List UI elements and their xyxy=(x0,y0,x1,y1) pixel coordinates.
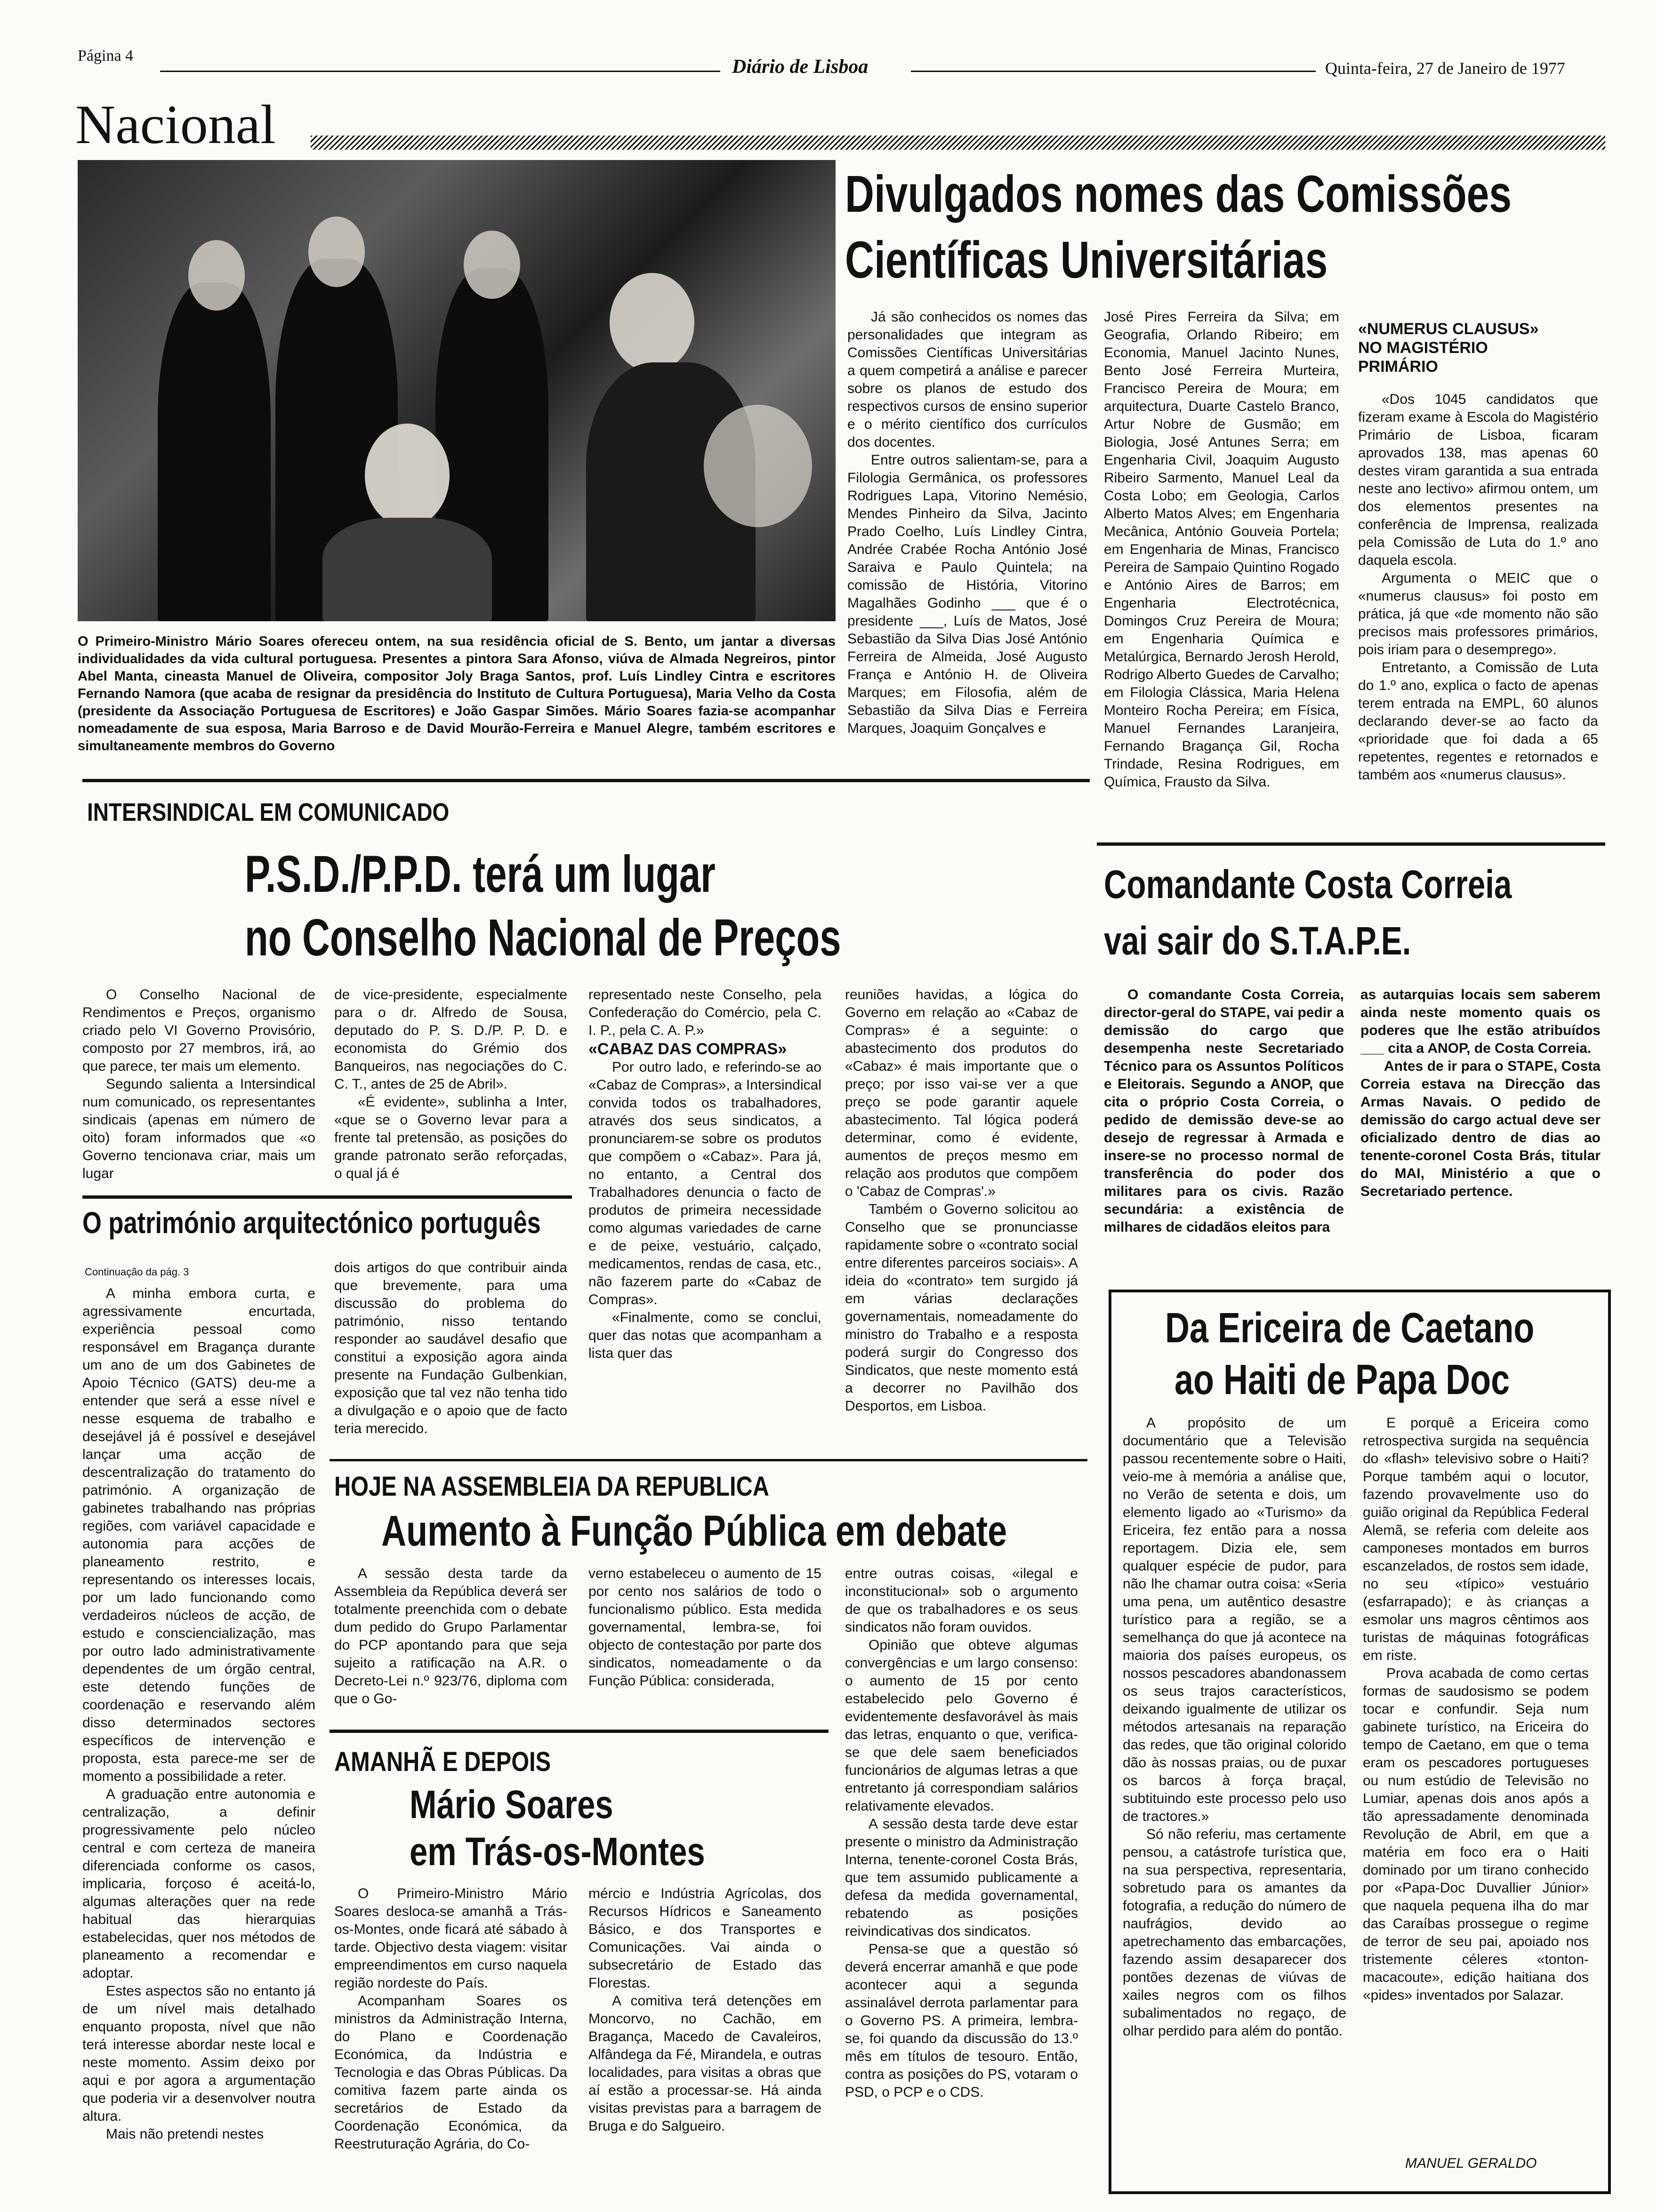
intersindical-col-3-p2: Por outro lado, e referindo-se ao «Cabaz de Compras», a Intersindical convida todos os trabalhadores, através dos seus sindicatos, a pronunciarem-se sobre os produtos que compõem o «Cabaz». Para já, no entanto, a Central dos Trabalhadores denuncia o facto de produtos de primeira necessidade como algumas variedades de carne e de peixe, vestuário, calçado, medicamentos, rendas de casa, etc., não fazerem parte do «Cabaz de Compras». xyxy=(588,1059,821,1307)
commissions-col-2-p1: José Pires Ferreira da Silva; em Geografia, Orlando Ribeiro; em Economia, Manuel Jacinto Nunes, Bento José Ferreira Murteira, Francisco Pereira de Moura; em arquitectura, Duarte Castelo Branco, Artur Nobre de Gusmão; em Biologia, José Antunes Serra; em Engenharia Civil, Joaquim Augusto Ribeiro Sarmento, Manuel Leal da Costa Lobo; em Geologia, Carlos Alberto Matos Alves; em Engenharia Mecânica, António Gouveia Portela; em Engenharia de Minas, Francisco Pereira de Sampaio Quintino Rogado e António Aires de Barros; em Engenharia Electrotécnica, Domingos Cruz Pereira de Moura; em Engenharia Química e Metalúrgica, Bernardo Jerosh Herold, Rodrigo Alberto Guedes de Carvalho; em Filologia Clássica, Maria Helena Monteiro Rocha Pereira; em Física, Manuel Fernandes Laranjeira, Fernando Bragança Gil, Rocha Trindade, Resina Rodrigues, em Química, Frausto da Silva. xyxy=(1104,309,1339,790)
stape-col-2-p1: as autarquias locais sem saberem ainda neste momento quais os poderes que lhe estão atribuídos ___ cita a ANOP, de Costa Correia. xyxy=(1360,987,1601,1056)
stape-top-rule xyxy=(1097,842,1605,846)
patrimonio-col-1-p2: A graduação entre autonomia e centralização, a definir progressivamente pelo núcleo central e com certeza de maneira diferenciada conforme os casos, implicaria, forçoso é aceitá-lo, algumas alterações quer na rede habitual das hierarquias estabelecidas, quer nos métodos de planeamento a recomendar e adoptar. xyxy=(82,1787,315,1981)
patrimonio-col-2 xyxy=(334,1259,567,1447)
intersindical-col-4-p1: reuniões havidas, a lógica do Governo em relação ao «Cabaz de Compras» é a seguinte: o abastecimento dos produtos do «Cabaz» é mais importante que o preço; por isso vai-se ver a que preço se pode garantir aquele abastecimento. Tal lógica poderá determinar, como é evidente, aumentos de preços mesmo em relação aos produtos que compõem o 'Cabaz de Compras'.» xyxy=(845,987,1078,1199)
ericeira-byline: MANUEL GERALDO xyxy=(1405,2156,1537,2171)
commissions-col-1-p1: Já são conhecidos os nomes das personalidades que integram as Comissões Científicas Universitárias a quem competirá a análise e parecer sobre os planos de estudo dos respectivos cursos de ensino superior e o mérito científico dos currículos dos docentes. xyxy=(847,309,1087,450)
commissions-headline-2: Científicas Universitárias xyxy=(845,231,1328,289)
assembleia-col-3 xyxy=(845,1565,1078,2191)
assembleia-kicker: HOJE NA ASSEMBLEIA DA REPUBLICA xyxy=(334,1471,769,1502)
assembleia-col-1-p1: A sessão desta tarde da Assembleia da República deverá ser totalmente preenchida com o debate dum pedido do Grupo Parlamentar do PCP apontando para que seja sujeito a ratificação na A.R. o Decreto-Lei n.º 923/76, diploma com que o Go- xyxy=(334,1566,567,1707)
continued-note: Continuação da pág. 3 xyxy=(85,1266,189,1278)
photo-caption: O Primeiro-Ministro Mário Soares ofereceu ontem, na sua residência oficial de S. Bento, um jantar a diversas individualidades da vida cultural portuguesa. Presentes a pintora Sara Afonso, viúva de Almada Negreiros, pintor Abel Manta, cineasta Manuel de Oliveira, compositor Joly Braga Santos, prof. Luís Lindley Cintra e escritores Fernando Namora (que acaba de resignar da presidência do Instituto de Cultura Portuguesa), Maria Velho da Costa (presidente da Associação Portuguesa de Escritores) e João Gaspar Simões. Mário Soares fazia-se acompanhar nomeadamente de sua esposa, Maria Barroso e de David Mourão-Ferreira e Manuel Alegre, também escritores e simultaneamente membros do Governo xyxy=(78,634,836,753)
assembleia-headline: Aumento à Função Pública em debate xyxy=(381,1507,1007,1555)
intersindical-col-4-p2: Também o Governo solicitou ao Conselho que se pronunciasse rapidamente sobre o «contrato social entre diferentes parceiros sociais». A ideia do «contrato» tem surgido já em várias declarações governamentais, nomeadamente do ministro do Trabalho e a resposta poderá surgir do Congresso dos Sindicatos, que neste momento está a decorrer no Pavilhão dos Desportos, em Lisboa. xyxy=(845,1202,1078,1414)
assembleia-col-3-p3: A sessão desta tarde deve estar presente o ministro da Administração Interna, tenente-coronel Costa Brás, que tem assumido publicamente a defesa da medida governamental, rebatendo as posições reivindicativas dos sindicatos. xyxy=(845,1816,1078,1939)
intersindical-col-3 xyxy=(588,986,821,1466)
intersindical-col-2 xyxy=(334,986,567,1193)
ericeira-headline-2: ao Haiti de Papa Doc xyxy=(1174,1356,1510,1403)
stape-headline-2: vai sair do S.T.A.P.E. xyxy=(1104,919,1411,963)
ericeira-col-2-p1: E porquê a Ericeira como retrospectiva surgida na sequência do «flash» televisivo sobre o Haiti? Porque também aqui o locutor, fazendo provavelmente uso do guião original da República Federal Alemã, se referia com deleite aos camponeses montados em burros escanzelados, de rostos sem idade, no seu «típico» vestuário (esfarrapado); e às crianças a esmolar uns magros cêntimos aos turistas de máquinas fotográficas em riste. xyxy=(1363,1415,1589,1663)
intersindical-col-2-p2: «É evidente», sublinha a Inter, «que se o Governo levar para a frente tal pretensão, as posições do grande patronato serão reforçadas, o qual já é xyxy=(334,1094,567,1181)
stape-col-2-p2: Antes de ir para o STAPE, Costa Correia estava na Direcção das Armas Navais. O pedido de demissão do cargo actual deve ser oficializado dentro de dias ao tenente-coronel Costa Brás, titular do MAI, Ministério a que o Secretariado pertence. xyxy=(1360,1058,1601,1199)
stape-col-2 xyxy=(1360,986,1601,1250)
masthead-rule-right xyxy=(911,71,1316,72)
soares-col-1-p1: O Primeiro-Ministro Mário Soares desloca-se amanhã a Trás-os-Montes, onde ficará até sábado à tarde. Objectivo desta viagem: visitar empreendimentos em curso naquela região nordeste do País. xyxy=(334,1886,567,1991)
numerus-sub-1: «NUMERUS CLAUSUS» xyxy=(1358,320,1539,338)
assembleia-col-1 xyxy=(334,1565,567,1720)
dinner-photo xyxy=(78,160,836,621)
ericeira-col-1 xyxy=(1123,1414,1346,2167)
ericeira-col-1-p2: Só não referiu, mas certamente pensou, a catástrofe turística que, na sua perspectiva, representaria, sobretudo para os amantes da fotografia, a redução do número de naufrágios, devido ao apetrechamento das embarcações, fazendo assim desaparecer dos pontões dezenas de viúvas de xailes negros com os filhos subalimentados no regaço, de olhar perdido para além do pontão. xyxy=(1123,1827,1346,2039)
patrimonio-headline: O património arquitectónico português xyxy=(82,1206,541,1240)
intersindical-col-3-p1: representado neste Conselho, pela Confederação do Comércio, pela C. I. P., pela C. A. P.» xyxy=(588,987,821,1038)
commissions-col-1 xyxy=(847,308,1087,767)
soares-col-2-p2: A comitiva terá detenções em Moncorvo, no Cachão, em Bragança, Macedo de Cavaleiros, Alfândega da Fé, Mirandela, e outras localidades, para visitas a obras que aí estão a processar-se. Há ainda visitas previstas para a barragem de Bruga e do Salgueiro. xyxy=(588,1993,821,2134)
issue-date: Quinta-feira, 27 de Janeiro de 1977 xyxy=(1325,59,1565,78)
intersindical-headline-1: P.S.D./P.P.D. terá um lugar xyxy=(245,845,716,903)
cabaz-subhead: «CABAZ DAS COMPRAS» xyxy=(588,1040,787,1058)
patrimonio-col-1-p1: A minha embora curta, e agressivamente encurtada, experiência pessoal como responsável em Bragança durante um ano de um dos Gabinetes de Apoio Técnico (GATS) deu-me a entender que será a esse nível e nesse esquema de trabalho e desejável já é possível e desejável lançar uma acção de descentralização do tratamento do património. A organização de gabinetes trabalhando nas próprias regiões, com variável capacidade e autonomia para acções de planeamento restrito, e representando os interesses locais, por um lado funcionando como verdadeiros núcleos de acção, de estudo e consciencialização, mas por outro lado administrativamente dependentes de um órgão central, este detendo funções de coordenação e reservando além disso determinados sectores específicos de intervenção e proposta, esta parece-me ser de momento a possibilidade a reter. xyxy=(82,1286,315,1784)
stape-headline-1: Comandante Costa Correia xyxy=(1104,862,1512,906)
intersindical-col-3-p3: «Finalmente, como se conclui, quer das notas que acompanham a lista quer das xyxy=(588,1310,821,1361)
soares-headline-1: Mário Soares xyxy=(410,1782,613,1827)
patrimonio-col-1 xyxy=(82,1285,315,2193)
numerus-p3: Entretanto, a Comissão de Luta do 1.º ano, explica o facto de apenas terem entrada na EMPL, 60 alunos declarando dever-se ao facto da «prioridade que foi dada a 65 repetentes, regentes e retornados e também aos «numerus clausus». xyxy=(1358,660,1598,783)
intersindical-col-1-p1: O Conselho Nacional de Rendimentos e Preços, organismo criado pelo VI Governo Provisório, composto por 27 membros, irá, ao que parece, ter mais um elemento. xyxy=(82,987,315,1074)
intersindical-col-1 xyxy=(82,986,315,1193)
assembleia-col-3-p2: Opinião que obteve algumas convergências e um largo consenso: o aumento de 15 por cento estabelecido pelo Governo é evidentemente desfavorável às mais das letras, enquanto o que, verifica-se que dele saem beneficiados funcionários de algumas letras a que entretanto já correspondiam salários relativamente elevados. xyxy=(845,1637,1078,1814)
numerus-p1: «Dos 1045 candidatos que fizeram exame à Escola do Magistério Primário de Lisboa, ficaram aprovados 138, mas apenas 60 destes viram garantida a sua entrada neste ano lectivo» afirmou ontem, um dos elementos presentes na conferência de Imprensa, realizada pela Comissão de Luta do 1.º ano daquela escola. xyxy=(1358,392,1598,568)
intersindical-kicker: INTERSINDICAL EM COMUNICADO xyxy=(87,798,450,826)
intersindical-top-rule xyxy=(82,779,1090,782)
section-title: Nacional xyxy=(75,94,276,155)
patrimonio-col-1-p4: Mais não pretendi nestes xyxy=(106,2126,264,2142)
patrimonio-col-2-p1: dois artigos do que contribuir ainda que brevemente, para uma discussão do problema do património, nisso tentando responder ao saudável desafio que constitui a exposição agora ainda presente na Fundação Gulbenkian, exposição que tal vez não tenha tido a divulgação e o apoio que de facto teria merecido. xyxy=(334,1260,567,1436)
ericeira-headline-1: Da Ericeira de Caetano xyxy=(1165,1305,1535,1352)
patrimonio-col-1-p3: Estes aspectos são no entanto já de um nível mais detalhado enquanto proposta, nível que não terá interesse abordar neste local e neste momento. Assim deixo por aqui e por agora a argumentação que poderia vir a desenvolver noutra altura. xyxy=(82,1983,315,2124)
soares-headline-2: em Trás-os-Montes xyxy=(410,1829,705,1874)
masthead-rule-left xyxy=(160,71,720,72)
stape-col-1 xyxy=(1104,986,1344,1250)
numerus-p2: Argumenta o MEIC que o «numerus clausus» foi posto em prática, já que «de momento não são precisos mais professores primários, pois iriam para o desemprego». xyxy=(1358,570,1598,657)
stape-col-1-p1: O comandante Costa Correia, director-geral do STAPE, vai pedir a demissão do cargo que desempenha neste Secretariado Técnico para os Assuntos Políticos e Eleitorais. Segundo a ANOP, que cita o próprio Costa Correia, o pedido de demissão deve-se ao desejo de regressar à Armada e insere-se no processo normal de transferência do poder dos militares para os civis. Razão secundária: a existência de milhares de cidadãos eleitos para xyxy=(1104,987,1344,1235)
numerus-sub-3: PRIMÁRIO xyxy=(1358,358,1438,376)
soares-col-2-p1: mércio e Indústria Agrícolas, dos Recursos Hídricos e Saneamento Básico, e dos Transportes e Comunicações. Vai ainda o subsecretário de Estado das Florestas. xyxy=(588,1886,821,1991)
assembleia-col-2-p1: verno estabeleceu o aumento de 15 por cento nos salários de todo o funcionalismo público. Esta medida governamental, lembra-se, foi objecto de contestação por parte dos sindicatos, nomeadamente o da Função Pública: considerada, xyxy=(588,1566,821,1689)
page-number: Página 4 xyxy=(78,47,134,64)
assembleia-top-rule xyxy=(330,1459,1087,1461)
assembleia-col-3-p1: entre outras coisas, «ilegal e inconstitucional» sob o argumento de que os trabalhadores e os seus sindicatos não foram ouvidos. xyxy=(845,1566,1078,1635)
numerus-sub-2: NO MAGISTÉRIO xyxy=(1358,339,1488,357)
intersindical-headline-2: no Conselho Nacional de Preços xyxy=(245,909,841,967)
soares-top-rule xyxy=(330,1730,828,1733)
patrimonio-top-rule xyxy=(82,1195,572,1199)
soares-kicker: AMANHÃ E DEPOIS xyxy=(334,1747,551,1777)
commissions-col-1-p2: Entre outros salientam-se, para a Filologia Germânica, os professores Rodrigues Lapa, Vitorino Nemésio, Mendes Pinheiro da Silva, Jacinto Prado Coelho, Luís Lindley Cintra, Andrée Crabée Rocha António José Saraiva e Paulo Quintela; na comissão de História, Vitorino Magalhães Godinho ___ que é o presidente ___, Luís de Matos, José Sebastião da Silva Dias José António Ferreira de Almeida, José Augusto França e António H. de Oliveira Marques; em Filosofia, além de Sebastião da Silva Dias e Ferreira Marques, Joaquim Gonçalves e xyxy=(847,452,1087,736)
paper-name: Diário de Lisboa xyxy=(732,56,869,78)
assembleia-col-3-p4: Pensa-se que a questão só deverá encerrar amanhã e que pode acontecer aqui a segunda assinalável derrota parlamentar para o Governo PS. A primeira, lembra-se, foi quando da discussão do 13.º mês em títulos de tesouro. Então, contra as posições do PS, votaram o PSD, o PCP e o CDS. xyxy=(845,1941,1078,2100)
soares-col-2 xyxy=(588,1885,821,2191)
ericeira-col-2-p2: Prova acabada de como certas formas de saudosismo se podem tocar e confundir. Seja num gabinete turístico, na Ericeira do tempo de Caetano, em que o tema eram os pescadores portugueses ou num estúdio de Televisão no Lumiar, apenas dois anos após a tão apressadamente denominada Revolução de Abril, em que a matéria em foco era o Haiti dominado por um tirano conhecido por «Papa-Doc Duvallier Júnior» que naquela pequena ilha do mar das Caraíbas prossegue o regime de terror de seu pai, apoiado nos tristemente céleres «tonton-macacoute», edição haitiana dos «pides» inventados por Salazar. xyxy=(1363,1666,1589,2003)
assembleia-col-2 xyxy=(588,1565,821,1720)
commissions-headline-1: Divulgados nomes das Comissões xyxy=(845,165,1512,223)
section-hatch xyxy=(311,136,1605,150)
intersindical-col-1-p2: Segundo salienta a Intersindical num comunicado, os representantes sindicais (apenas em número de oito) foram informados que «o Governo tencionava criar, mais um lugar xyxy=(82,1076,315,1181)
soares-col-1-p2: Acompanham Soares os ministros da Administração Interna, do Plano e Coordenação Económica, da Indústria e Tecnologia e das Obras Públicas. Da comitiva fazem parte ainda os secretários de Estado da Coordenação Económica, da Reestruturação Agrária, do Co- xyxy=(334,1993,567,2152)
intersindical-col-4 xyxy=(845,986,1078,1466)
intersindical-col-2-p1: de vice-presidente, especialmente para o dr. Alfredo de Sousa, deputado do P. S. D./P. P. D. e economista do Grémio dos Banqueiros, nas negociações do C. C. T., antes de 25 de Abril». xyxy=(334,987,567,1092)
ericeira-col-1-p1: A propósito de um documentário que a Televisão passou recentemente sobre o Haiti, veio-me à memória a análise que, no Verão de setenta e dois, um elemento ligado ao «Turismo» da Ericeira, fez então para a nossa reportagem. Dizia ele, sem qualquer espécie de pudor, para não lhe chamar outra coisa: «Seria uma pena, um autêntico desastre turístico para a região, se a semelhança do que já acontece na maioria dos países europeus, os nossos pescadores abandonassem os seus trajos característicos, deixando igualmente de utilizar os métodos artesanais na reparação das redes, que tão original colorido dão às nossas praias, ou de puxar os barcos à força braçal, subtituindo este processo pelo uso de tractores.» xyxy=(1123,1415,1346,1824)
soares-col-1 xyxy=(334,1885,567,2191)
numerus-col xyxy=(1358,391,1598,817)
ericeira-col-2 xyxy=(1363,1414,1589,2139)
commissions-col-2 xyxy=(1104,308,1339,817)
